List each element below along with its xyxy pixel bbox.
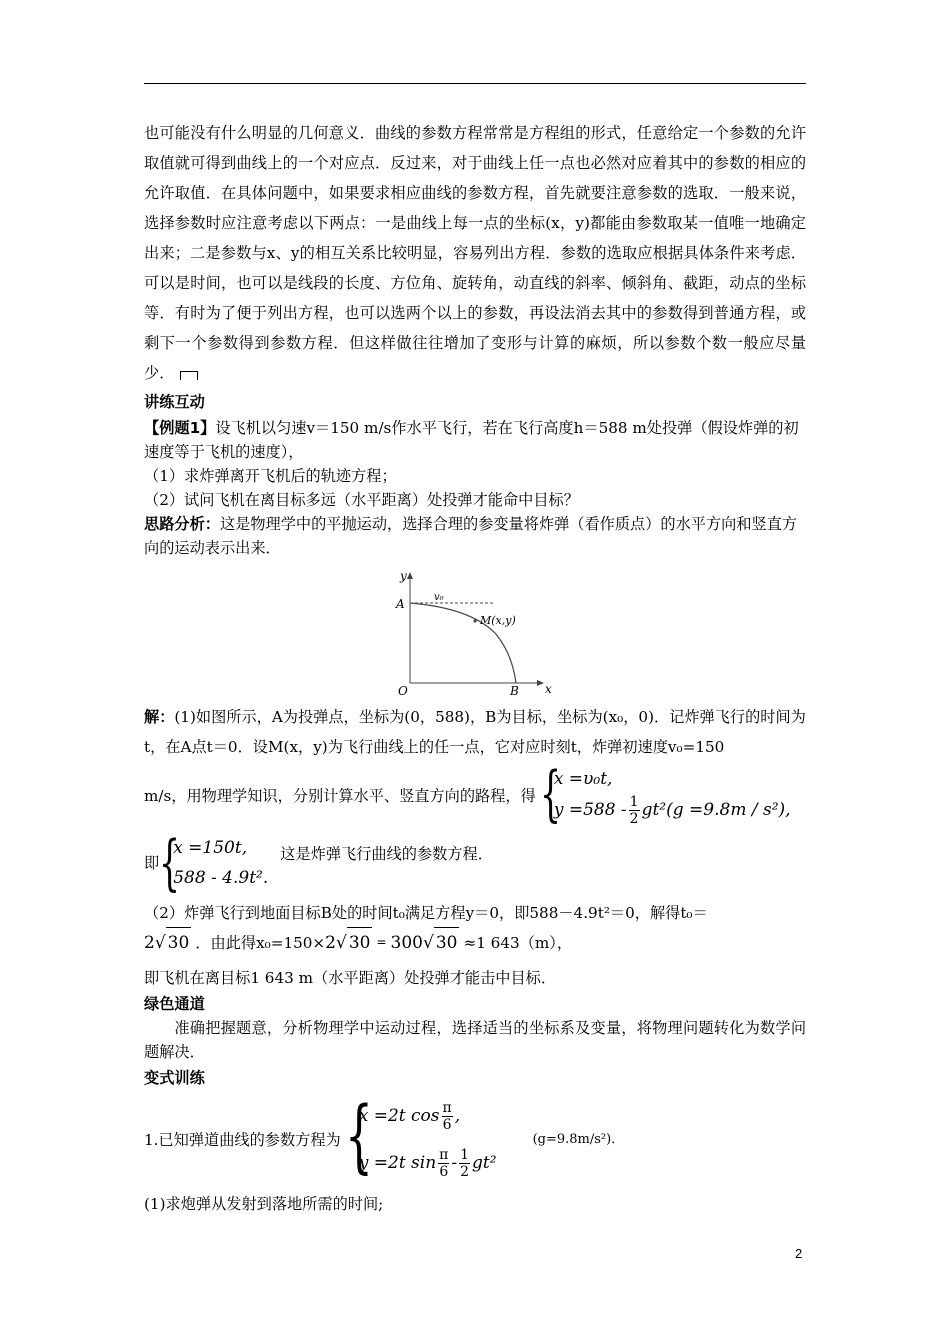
radical-icon: √ [154, 933, 166, 953]
exercise-1-prefix: 1.已知弹道曲线的参数方程为 [144, 1131, 341, 1149]
eq1-line-2-b: gt²(g =9.8m / s²), [641, 800, 791, 820]
ex-line-1-b: , [454, 1106, 461, 1126]
eq2-line-2: 588 - 4.9t². [173, 868, 269, 888]
eq1-line-1: x =υ₀t, [553, 769, 613, 789]
ex-line-2-a: y =2t sin [358, 1153, 437, 1173]
sqrt-radicand-3: 30 [434, 927, 460, 958]
radical-icon: √ [422, 933, 434, 953]
header-rule [144, 83, 806, 84]
ex-frac-3 [459, 1147, 470, 1180]
eq2-note: 这是炸弹飞行曲线的参数方程． [280, 845, 493, 863]
trajectory-figure [144, 568, 806, 696]
return-mark-icon [180, 371, 198, 380]
x-axis-label: x [545, 682, 552, 696]
analysis-label: 思路分析： [144, 515, 220, 533]
solution-part2: （2）炸弹飞行到地面目标B处的时间t₀满足方程y＝0，即588－4.9t²＝0，解得t₀＝ [144, 904, 708, 922]
solution-part2-row [144, 927, 806, 958]
ex-line-2-c: gt² [472, 1153, 497, 1173]
part2-text-c: ≈1 643（m）， [463, 933, 573, 952]
ex-line-2 [359, 1147, 497, 1180]
solution-part1-text: (1)如图所示，A为投弹点，坐标为(0，588)，B为目标，坐标为(x₀，0)．记炸弹飞行的时间为t，在A点t＝0．设M(x，y)为飞行曲线上的任一点，它对应时刻t，炸弹初速度v₀=150 [144, 708, 806, 756]
equation-system-1 [539, 759, 791, 829]
solution-part1 [144, 702, 806, 762]
solution-part1-text-b: m/s，用物理学知识，分别计算水平、竖直方向的路程，得 [144, 786, 536, 805]
brace-icon: { [344, 1089, 373, 1182]
section-title-green: 绿色通道 [144, 995, 205, 1013]
brace-icon: { [539, 759, 561, 829]
sqrt-expression-3 [391, 927, 460, 958]
example-question-1: （1）求炸弹离开飞机后的轨迹方程； [144, 467, 397, 485]
intro-text: 也可能没有什么明显的几何意义．曲线的参数方程常常是方程组的形式，任意给定一个参数的允许取值就可得到曲线上的一个对应点．反过来，对于曲线上任一点也必然对应着其中的参数的相应的允许取值．在具体问题中，如果要求相应曲线的参数方程，首先就要注意参数的选取．一般来说，选择参数时应注意考虑以下两点：一是曲线上每一点的坐标(x，y)都能由参数取某一值唯一地确定出来；二是参数与x、y的相互关系比较明显，容易列出方程．参数的选取应根据具体条件来考虑．可以是时间，也可以是线段的长度、方位角、旋转角，动直线的斜率、倾斜角、截距，动点的坐标等．有时为了便于列出方程，也可以选两个以上的参数，再设法消去其中的参数得到普通方程，或剩下一个参数得到参数方程．但这样做往往增加了变形与计算的麻烦，所以参数个数一般应尽量少． [144, 124, 806, 382]
point-m-label: M(x,y) [480, 614, 516, 627]
exercise-1-question-1: (1)求炮弹从发射到落地所需的时间; [144, 1195, 384, 1213]
analysis-text: 这是物理学中的平抛运动，选择合理的参变量将炸弹（看作质点）的水平方向和竖直方向的运动表示出来． [144, 515, 798, 557]
point-m [473, 619, 476, 622]
solution-label: 解： [144, 708, 175, 726]
ex-frac-2-num: π [439, 1147, 449, 1163]
section-title-practice: 讲练互动 [144, 393, 205, 411]
ex-frac-1-num: π [442, 1100, 452, 1116]
eq1-line-2-a: y =588 - [553, 800, 627, 820]
brace-icon: { [159, 828, 181, 898]
equation-system-3 [344, 1089, 497, 1184]
ex-frac-2-den: 6 [439, 1164, 449, 1180]
ex-line-1 [359, 1100, 497, 1133]
example-label: 【例题1】 [144, 419, 216, 437]
analysis [144, 512, 806, 560]
eq1-frac-den: 2 [629, 811, 639, 827]
point-a-label: A [396, 597, 405, 611]
sqrt-coef-2: 2 [325, 933, 336, 953]
part2-equals: = [376, 935, 387, 949]
sqrt-coef-1: 2 [144, 933, 155, 953]
radical-icon: √ [335, 933, 347, 953]
x-axis-arrow [537, 680, 544, 686]
y-axis-arrow [407, 572, 413, 579]
solution-part1-equation-row [144, 759, 806, 829]
page-number: 2 [795, 1246, 803, 1261]
example-statement [144, 416, 806, 464]
sqrt-radicand-1: 30 [166, 927, 192, 958]
sqrt-expression-1 [144, 927, 191, 958]
ex-line-1-a: x =2t cos [358, 1106, 440, 1126]
exercise-1-row [144, 1089, 806, 1184]
example-question-2: （2）试问飞机在离目标多远（水平距离）处投弹才能命中目标？ [144, 491, 579, 509]
eq1-frac-num: 1 [629, 794, 639, 810]
sqrt-radicand-2: 30 [347, 927, 373, 958]
eq2-line-1: x =150t, [173, 838, 248, 858]
green-channel-text: 准确把握题意，分析物理学中运动过程，选择适当的坐标系及变量，将物理问题转化为数学问题解决． [144, 1019, 806, 1061]
ex-frac-3-den: 2 [460, 1164, 470, 1180]
origin-label: O [398, 684, 408, 696]
page-body [144, 118, 806, 1216]
point-b-label: B [510, 684, 519, 696]
intro-paragraph [144, 118, 806, 388]
ji-text: 即 [144, 854, 160, 872]
ex-line-2-b: - [451, 1153, 458, 1173]
section-title-variant: 变式训练 [144, 1069, 205, 1087]
trajectory-diagram [390, 568, 560, 696]
example-text: 设飞机以匀速v＝150 m/s作水平飞行，若在飞行高度h＝588 m处投弹（假设炸弹的初速度等于飞机的速度）， [144, 419, 799, 461]
y-axis-label: y [400, 569, 407, 583]
solution-conclusion: 即飞机在离目标1 643 m（水平距离）处投弹才能击中目标． [144, 969, 557, 987]
ex-frac-1 [442, 1100, 453, 1133]
sqrt-expression-2 [325, 927, 372, 958]
ex-frac-3-num: 1 [460, 1147, 470, 1163]
equation-system-2 [159, 828, 269, 898]
solution-equation-2-row [144, 828, 806, 898]
v0-label: v₀ [434, 592, 444, 603]
ex-frac-2 [438, 1147, 449, 1180]
eq1-line-2 [554, 794, 791, 827]
part2-text-b: ．由此得x₀=150× [195, 933, 326, 952]
ex-frac-1-den: 6 [442, 1117, 452, 1133]
eq1-fraction [629, 794, 640, 827]
sqrt-coef-3: 300 [390, 933, 423, 953]
exercise-1-note: (g=9.8m/s²)． [532, 1132, 625, 1147]
